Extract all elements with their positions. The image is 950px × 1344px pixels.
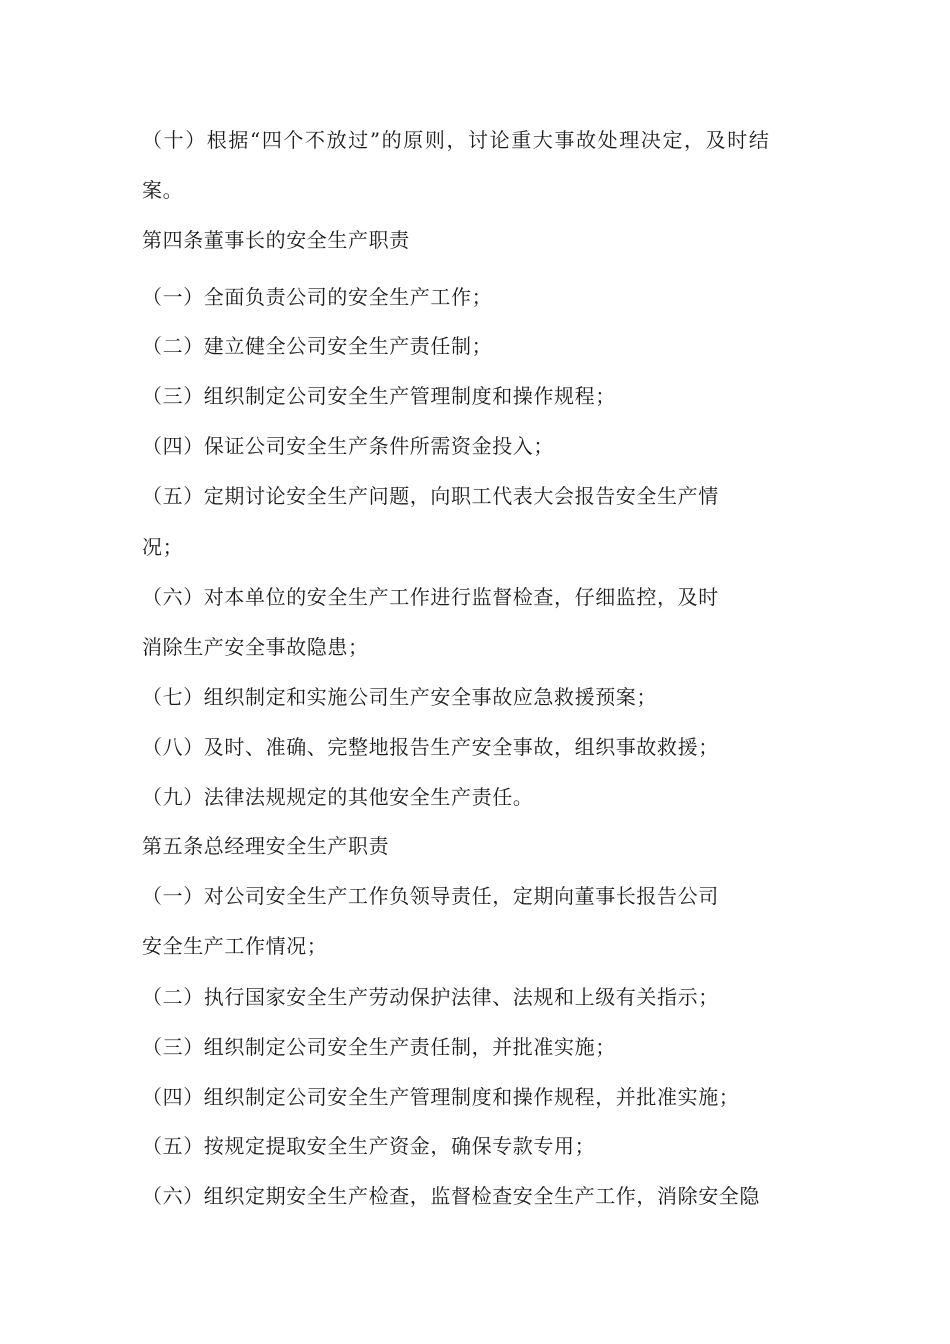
paragraph-line: （三）组织制定公司安全生产管理制度和操作规程；	[142, 384, 616, 408]
paragraph-line: （二）执行国家安全生产劳动保护法律、法规和上级有关指示；	[142, 985, 719, 1009]
paragraph-line: （二）建立健全公司安全生产责任制；	[142, 334, 493, 358]
paragraph-line: （五）定期讨论安全生产问题，向职工代表大会报告安全生产情	[142, 484, 719, 508]
paragraph-line: （七）组织制定和实施公司生产安全事故应急救援预案；	[142, 685, 657, 709]
paragraph-line: （六）对本单位的安全生产工作进行监督检查，仔细监控，及时	[142, 585, 719, 609]
section-heading: 第四条董事长的安全生产职责	[142, 228, 410, 252]
paragraph-line: （四）组织制定公司安全生产管理制度和操作规程，并批准实施；	[142, 1085, 740, 1109]
paragraph-line: 安全生产工作情况；	[142, 934, 328, 958]
paragraph-line: （十）根据“四个不放过”的原则，讨论重大事故处理决定，及时结	[142, 128, 771, 152]
paragraph-line: （三）组织制定公司安全生产责任制，并批准实施；	[142, 1035, 616, 1059]
paragraph-line: 况；	[142, 535, 184, 559]
paragraph-line: （八）及时、准确、完整地报告生产安全事故，组织事故救援；	[142, 735, 719, 759]
paragraph-line: （一）对公司安全生产工作负领导责任，定期向董事长报告公司	[142, 884, 719, 908]
paragraph-line: （九）法律法规规定的其他安全生产责任。	[142, 785, 534, 809]
paragraph-line: 消除生产安全事故隐患；	[142, 635, 369, 659]
paragraph-line: （一）全面负责公司的安全生产工作；	[142, 285, 493, 309]
paragraph-line: 案。	[142, 178, 184, 202]
section-heading: 第五条总经理安全生产职责	[142, 834, 390, 858]
paragraph-line: （六）组织定期安全生产检查，监督检查安全生产工作，消除安全隐	[142, 1184, 760, 1208]
paragraph-line: （四）保证公司安全生产条件所需资金投入；	[142, 434, 554, 458]
paragraph-line: （五）按规定提取安全生产资金，确保专款专用；	[142, 1134, 596, 1158]
